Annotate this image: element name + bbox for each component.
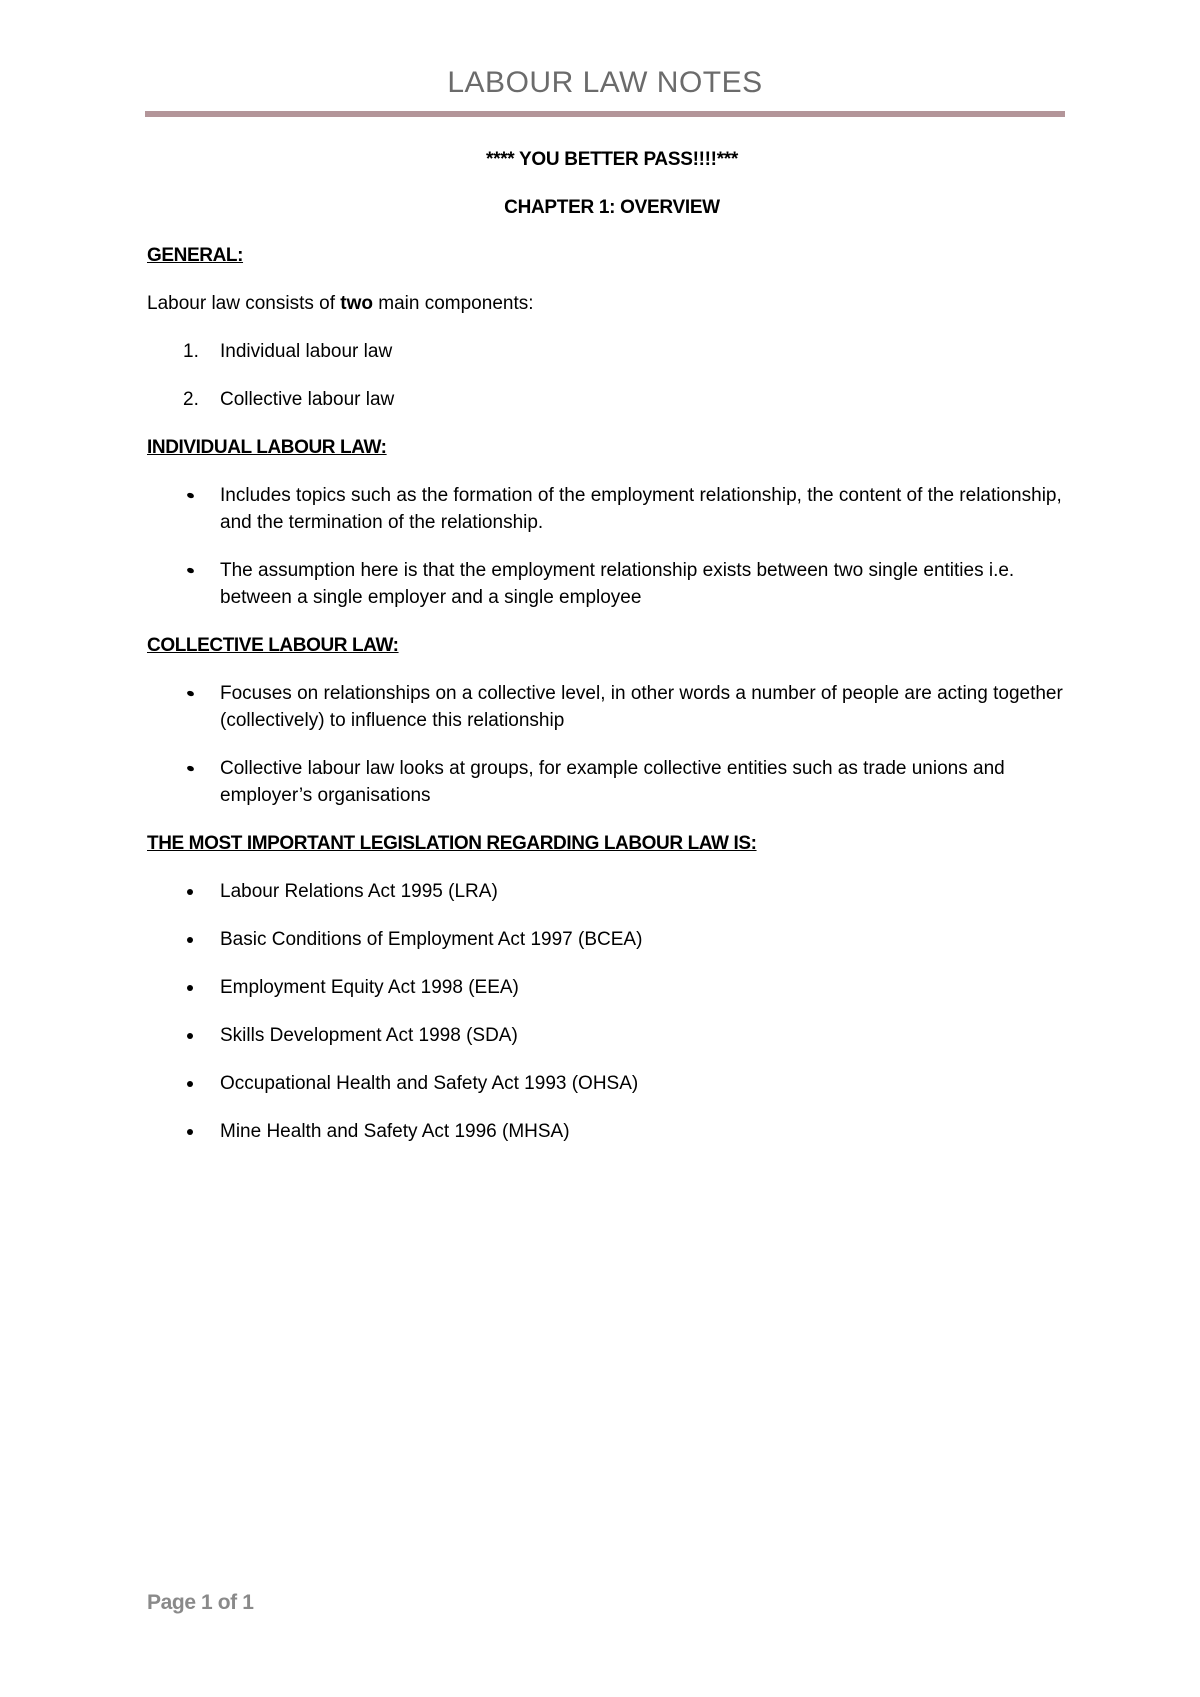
tagline: **** YOU BETTER PASS!!!!*** <box>486 149 738 170</box>
general-intro <box>147 290 1077 317</box>
document-title: LABOUR LAW NOTES <box>447 66 763 99</box>
list-item <box>147 482 1077 536</box>
list-item-text: Focuses on relationships on a collective level, in other words a number of people are acting together (collectively) to influence this relationship <box>220 683 1063 731</box>
chapter-heading: CHAPTER 1: OVERVIEW <box>504 197 720 218</box>
list-item-text: Mine Health and Safety Act 1996 (MHSA) <box>220 1121 570 1142</box>
title-divider <box>145 111 1065 117</box>
section-heading-legislation: THE MOST IMPORTANT LEGISLATION REGARDING LABOUR LAW IS: <box>147 833 757 854</box>
list-number: 2. <box>183 389 199 410</box>
list-item <box>147 338 1077 365</box>
list-item <box>147 1118 1077 1145</box>
page-number: Page 1 of 1 <box>147 1591 254 1614</box>
individual-list <box>147 482 1077 611</box>
list-item-text: Basic Conditions of Employment Act 1997 (BCEA) <box>220 929 643 950</box>
section-heading-general: GENERAL: <box>147 245 244 266</box>
list-item <box>147 878 1077 905</box>
bullet-icon <box>186 765 194 772</box>
list-item <box>147 1070 1077 1097</box>
list-item <box>147 386 1077 413</box>
list-item-text: Individual labour law <box>220 341 393 362</box>
list-item-text: Skills Development Act 1998 (SDA) <box>220 1025 518 1046</box>
list-item-text: Collective labour law looks at groups, for example collective entities such as trade unions and employer’s organisations <box>220 758 1005 806</box>
list-item-text: Includes topics such as the formation of the employment relationship, the content of the relationship, and the termination of the relationship. <box>220 485 1062 533</box>
list-item-text: Employment Equity Act 1998 (EEA) <box>220 977 519 998</box>
list-item <box>147 974 1077 1001</box>
general-intro-before: Labour law consists of <box>147 293 341 314</box>
general-intro-bold: two <box>340 293 373 314</box>
list-item <box>147 926 1077 953</box>
bullet-icon <box>187 937 193 943</box>
section-heading-individual: INDIVIDUAL LABOUR LAW: <box>147 437 387 458</box>
legislation-list <box>147 878 1077 1145</box>
document-body <box>147 146 1077 1166</box>
bullet-icon <box>187 985 193 991</box>
list-item-text: Occupational Health and Safety Act 1993 (OHSA) <box>220 1073 639 1094</box>
list-item-text: Labour Relations Act 1995 (LRA) <box>220 881 498 902</box>
bullet-icon <box>186 567 194 574</box>
bullet-icon <box>186 492 194 499</box>
general-intro-after: main components: <box>372 293 534 314</box>
list-item <box>147 680 1077 734</box>
bullet-icon <box>187 1081 193 1087</box>
list-item <box>147 755 1077 809</box>
list-item <box>147 1022 1077 1049</box>
list-item-text: Collective labour law <box>220 389 395 410</box>
bullet-icon <box>186 690 194 697</box>
list-number: 1. <box>183 341 199 362</box>
bullet-icon <box>187 1033 193 1039</box>
list-item-text: The assumption here is that the employment relationship exists between two single entities i.e. between a single employer and a single employee <box>220 560 1015 608</box>
general-component-list <box>147 338 1077 413</box>
bullet-icon <box>187 1129 193 1135</box>
collective-list <box>147 680 1077 809</box>
bullet-icon <box>187 889 193 895</box>
section-heading-collective: COLLECTIVE LABOUR LAW: <box>147 635 399 656</box>
list-item <box>147 557 1077 611</box>
